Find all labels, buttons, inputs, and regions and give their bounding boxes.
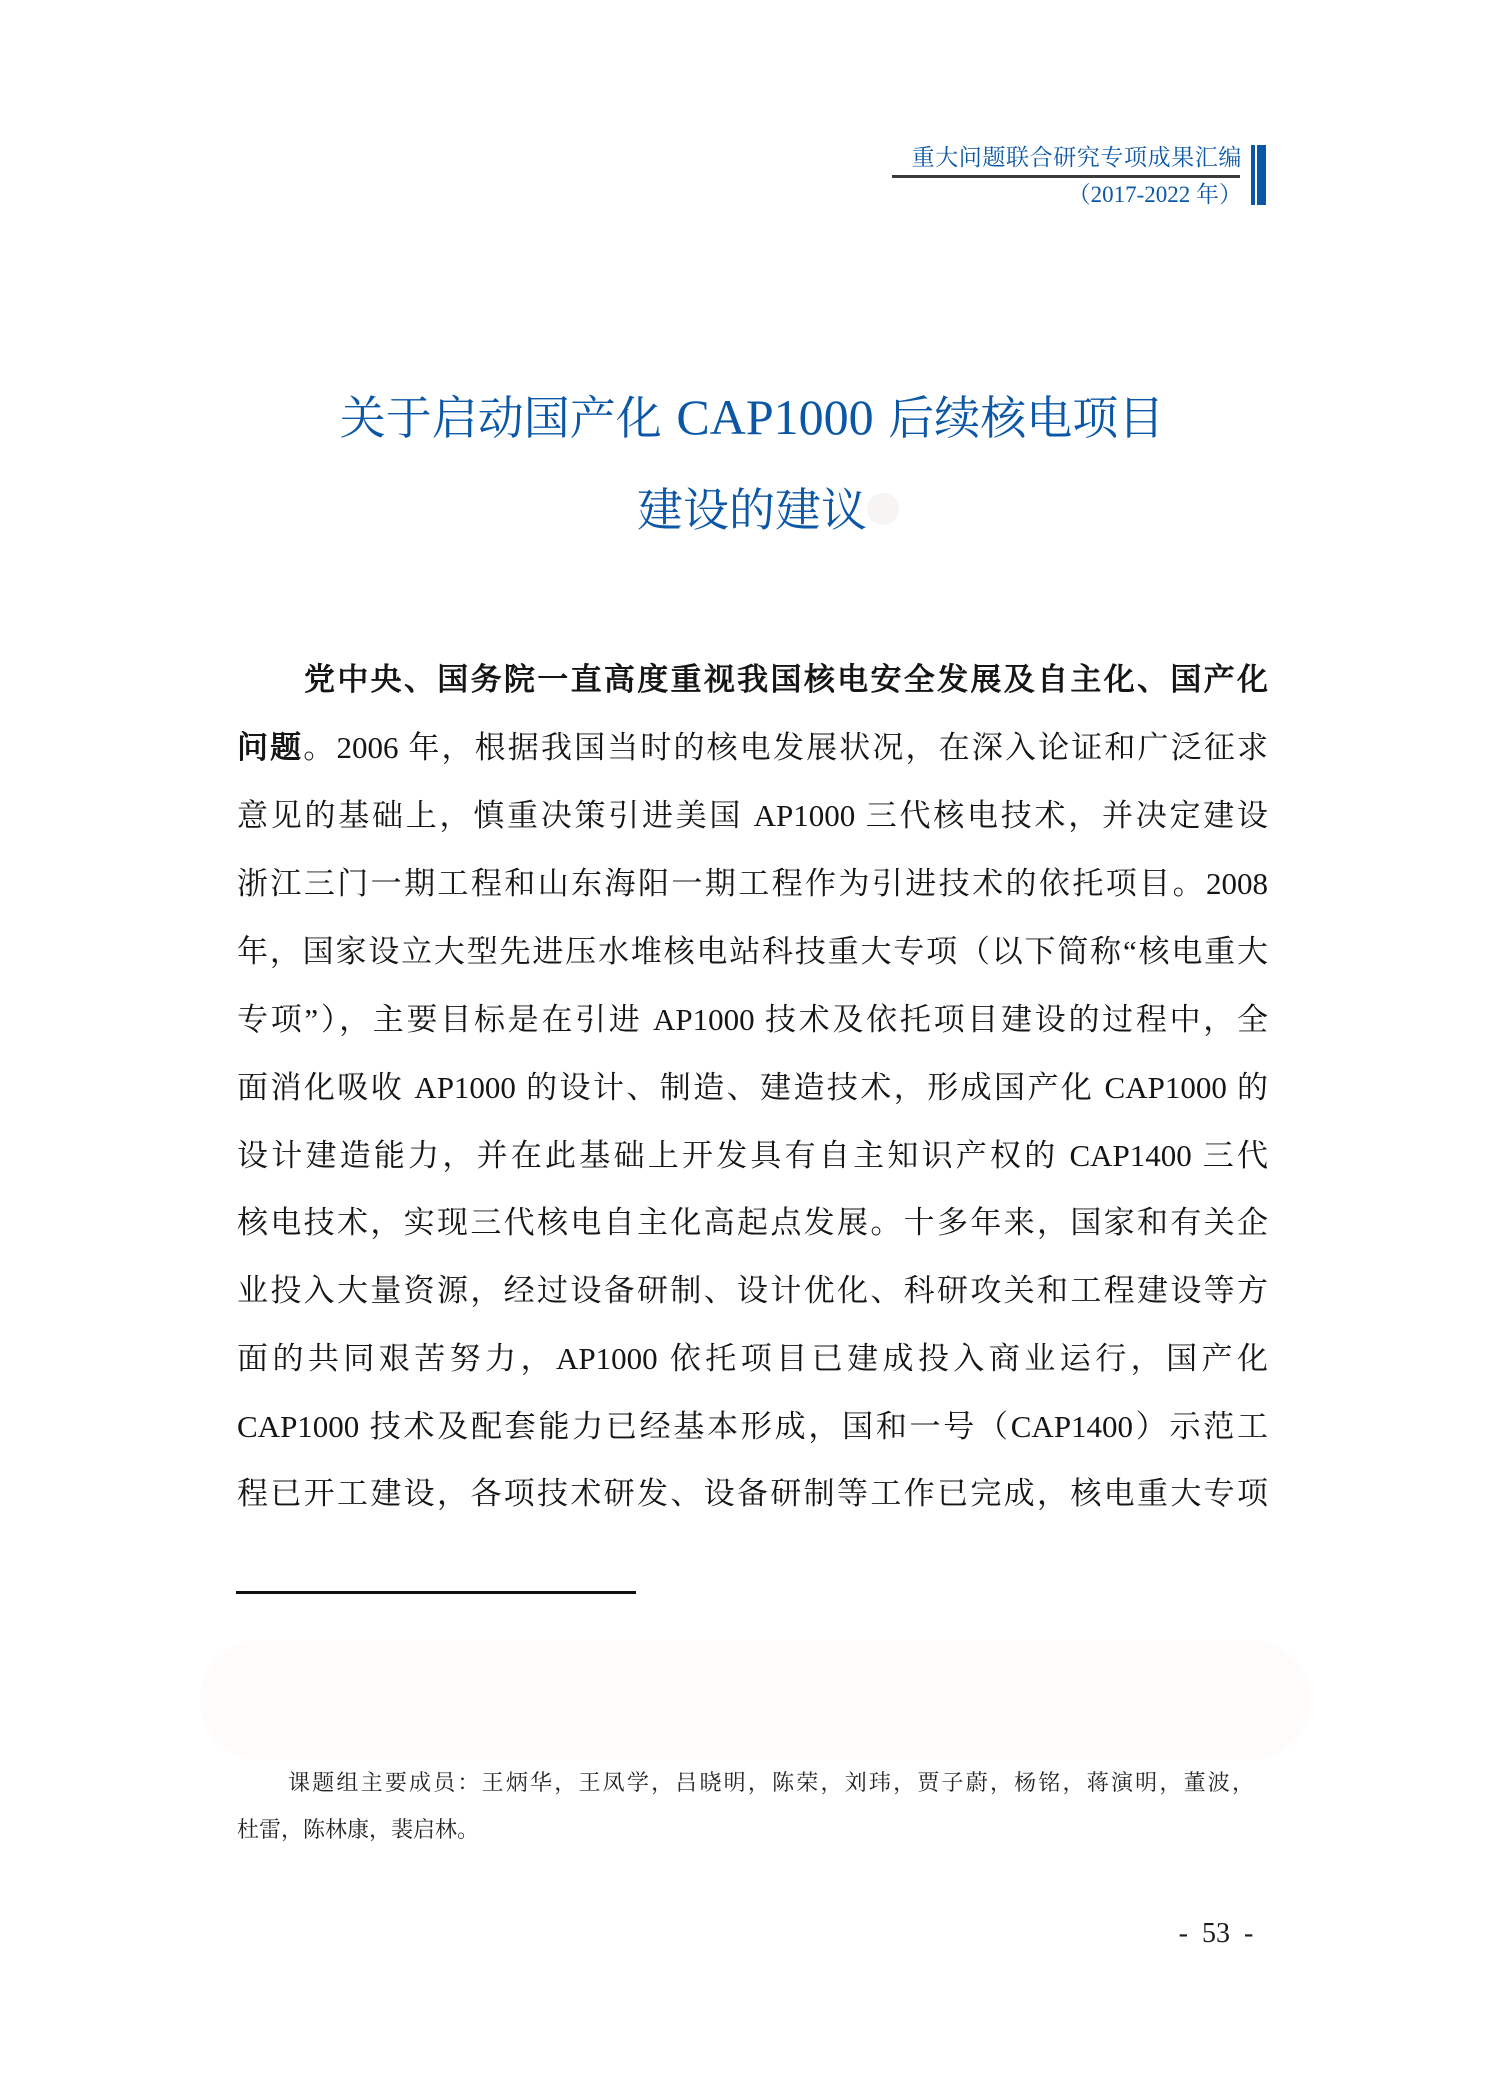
footnote-line-1: 课题组主要成员：王炳华，王凤学，吕晓明，陈荣，刘玮，贾子蔚，杨铭，蒋演明，董波， bbox=[288, 1770, 1254, 1795]
header-accent-bar-thin bbox=[1251, 145, 1255, 205]
footnote-line-2: 杜雷，陈林康，裴启林。 bbox=[237, 1817, 480, 1842]
erased-region bbox=[200, 1640, 1310, 1760]
page-number: - 53 - bbox=[1178, 1918, 1254, 1949]
article-title-line-1 bbox=[0, 389, 1504, 446]
title-prefix: 关于启动国产化 bbox=[339, 391, 677, 445]
running-header-years: （2017-2022 年） bbox=[1067, 182, 1242, 207]
body-line: 意见的基础上，慎重决策引进美国 AP1000 三代核电技术，并决定建设 bbox=[237, 798, 1268, 833]
body-line: CAP1000 技术及配套能力已经基本形成，国和一号（CAP1400）示范工 bbox=[237, 1409, 1268, 1444]
body-line: 核电技术，实现三代核电自主化高起点发展。十多年来，国家和有关企 bbox=[237, 1205, 1268, 1240]
header-accent-bar-thick bbox=[1257, 145, 1266, 205]
article-title-line-2: 建设的建议 bbox=[637, 483, 867, 537]
body-line: 党中央、国务院一直高度重视我国核电安全发展及自主化、国产化 bbox=[304, 662, 1268, 698]
title-suffix: 后续核电项目 bbox=[873, 391, 1165, 445]
body-line: 程已开工建设，各项技术研发、设备研制等工作已完成，核电重大专项 bbox=[237, 1476, 1268, 1511]
body-line: 面消化吸收 AP1000 的设计、制造、建造技术，形成国产化 CAP1000 的 bbox=[237, 1070, 1268, 1105]
running-header-title: 重大问题联合研究专项成果汇编 bbox=[911, 145, 1242, 171]
running-header-rule bbox=[892, 175, 1240, 178]
body-line: 专项”），主要目标是在引进 AP1000 技术及依托项目建设的过程中，全 bbox=[237, 1002, 1268, 1037]
body-line: 设计建造能力，并在此基础上开发具有自主知识产权的 CAP1400 三代 bbox=[237, 1138, 1268, 1173]
body-line: 问题。2006 年，根据我国当时的核电发展状况，在深入论证和广泛征求 bbox=[237, 730, 1269, 766]
body-line: 年，国家设立大型先进压水堆核电站科技重大专项（以下简称“核电重大 bbox=[237, 934, 1268, 969]
body-line: 浙江三门一期工程和山东海阳一期工程作为引进技术的依托项目。2008 bbox=[237, 866, 1268, 901]
title-model-name: CAP1000 bbox=[676, 389, 874, 445]
body-line: 业投入大量资源，经过设备研制、设计优化、科研攻关和工程建设等方 bbox=[237, 1273, 1268, 1308]
erased-footnote-marker bbox=[867, 493, 899, 525]
body-line: 面的共同艰苦努力，AP1000 依托项目已建成投入商业运行，国产化 bbox=[237, 1341, 1268, 1376]
footnote-separator bbox=[236, 1591, 636, 1594]
